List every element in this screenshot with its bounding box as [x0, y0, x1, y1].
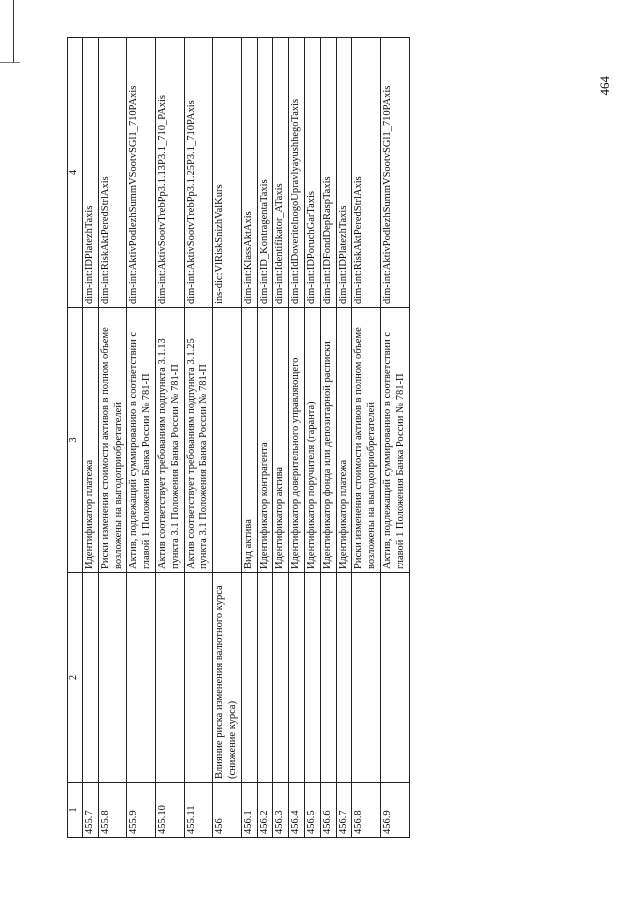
row-name: [336, 573, 352, 783]
row-description: [213, 308, 242, 573]
table-row: [83, 38, 99, 838]
row-dimension: dim-int:ID_KontragentaTaxis: [257, 38, 273, 308]
row-dimension: dim-int:Identifikator_ATaxis: [273, 38, 289, 308]
row-dimension: dim-int:KlassAktAxis: [241, 38, 257, 308]
table-row: [127, 38, 156, 838]
row-description: Риски изменения стоимости активов в полном объеме возложены на выгодоприобретателей: [352, 308, 381, 573]
row-description: Актив, подлежащий суммированию в соответствии с главой 1 Положения Банка России № 781-П: [127, 308, 156, 573]
row-description: Идентификатор платежа: [336, 308, 352, 573]
row-name: [98, 573, 127, 783]
row-dimension: dim-int:RiskAktPeredStrlAxis: [98, 38, 127, 308]
row-name: [127, 573, 156, 783]
row-description: Актив, подлежащий суммированию в соответствии с главой 1 Положения Банка России № 781-П: [380, 308, 409, 573]
row-number: 456: [213, 783, 242, 838]
header-cell-2: 2: [68, 573, 83, 783]
table-row: [241, 38, 257, 838]
row-dimension: dim-int:IDPlatezhTaxis: [336, 38, 352, 308]
page-number: 464: [597, 76, 612, 96]
row-description: Идентификатор доверительного управляющего: [289, 308, 305, 573]
row-dimension: dim-int:AktivPodlezhSummVSootvSGl1_710PAxis: [127, 38, 156, 308]
table-row: [304, 38, 320, 838]
row-name: [273, 573, 289, 783]
row-dimension: dim-int:IDFondDepRaspTaxis: [320, 38, 336, 308]
row-name: [380, 573, 409, 783]
row-number: 456.3: [273, 783, 289, 838]
table-row: [213, 38, 242, 838]
table-row: [155, 38, 184, 838]
row-dimension: dim-int:IDPlatezhTaxis: [83, 38, 99, 308]
table-row: [352, 38, 381, 838]
row-number: 455.10: [155, 783, 184, 838]
row-description: Идентификатор поручителя (гаранта): [304, 308, 320, 573]
row-dimension: dim-int:RiskAktPeredStrlAxis: [352, 38, 381, 308]
row-description: Актив соответствует требованиям подпункта 3.1.13 пункта 3.1 Положения Банка России № 781-П: [155, 308, 184, 573]
row-dimension: dim-int:AktivSootvTrebPp3.1.25P3.1_710PAxis: [184, 38, 213, 308]
row-name: [320, 573, 336, 783]
table-row: [336, 38, 352, 838]
row-name: [184, 573, 213, 783]
table-row: [380, 38, 409, 838]
row-name: [352, 573, 381, 783]
row-name: Влияние риска изменения валютного курса (снижение курса): [213, 573, 242, 783]
row-number: 455.9: [127, 783, 156, 838]
table-header-row: [68, 38, 83, 838]
row-number: 456.4: [289, 783, 305, 838]
row-number: 456.6: [320, 783, 336, 838]
row-description: Идентификатор фонда или депозитарной расписки: [320, 308, 336, 573]
table-row: [257, 38, 273, 838]
header-cell-1: 1: [68, 783, 83, 838]
row-dimension: dim-int:IdDoveritelnogoUpravlyayushhegoTaxis: [289, 38, 305, 308]
table-row: [273, 38, 289, 838]
corner-mark: [13, 0, 14, 62]
table-row: [184, 38, 213, 838]
row-name: [289, 573, 305, 783]
row-number: 456.2: [257, 783, 273, 838]
rotated-table-inner: [67, 38, 542, 838]
row-name: [257, 573, 273, 783]
corner-mark-horizontal: [0, 62, 20, 63]
row-dimension: dim-int:AktivPodlezhSummVSootvSGl1_710PAxis: [380, 38, 409, 308]
row-name: [241, 573, 257, 783]
row-dimension: dim-int:AktivSootvTrebPp3.1.13P3.1_710_PAxis: [155, 38, 184, 308]
table-row: [98, 38, 127, 838]
row-number: 456.8: [352, 783, 381, 838]
header-cell-3: 3: [68, 308, 83, 573]
row-number: 456.9: [380, 783, 409, 838]
row-number: 455.11: [184, 783, 213, 838]
row-description: Идентификатор платежа: [83, 308, 99, 573]
row-number: 456.1: [241, 783, 257, 838]
row-number: 456.7: [336, 783, 352, 838]
row-number: 456.5: [304, 783, 320, 838]
table-row: [289, 38, 305, 838]
row-description: Актив соответствует требованиям подпункта 3.1.25 пункта 3.1 Положения Банка России № 781-П: [184, 308, 213, 573]
row-description: Идентификатор контрагента: [257, 308, 273, 573]
row-name: [304, 573, 320, 783]
row-dimension: dim-int:IDPoruchGarTaxis: [304, 38, 320, 308]
table-row: [320, 38, 336, 838]
row-description: Идентификатор актива: [273, 308, 289, 573]
row-name: [83, 573, 99, 783]
rotated-table-container: [67, 38, 542, 838]
row-number: 455.8: [98, 783, 127, 838]
row-dimension: ins-dic:VlRiskSnizhValKurs: [213, 38, 242, 308]
row-name: [155, 573, 184, 783]
row-description: Вид актива: [241, 308, 257, 573]
header-cell-4: 4: [68, 38, 83, 308]
row-description: Риски изменения стоимости активов в полном объеме возложены на выгодоприобретателей: [98, 308, 127, 573]
row-number: 455.7: [83, 783, 99, 838]
data-table: [67, 37, 410, 838]
